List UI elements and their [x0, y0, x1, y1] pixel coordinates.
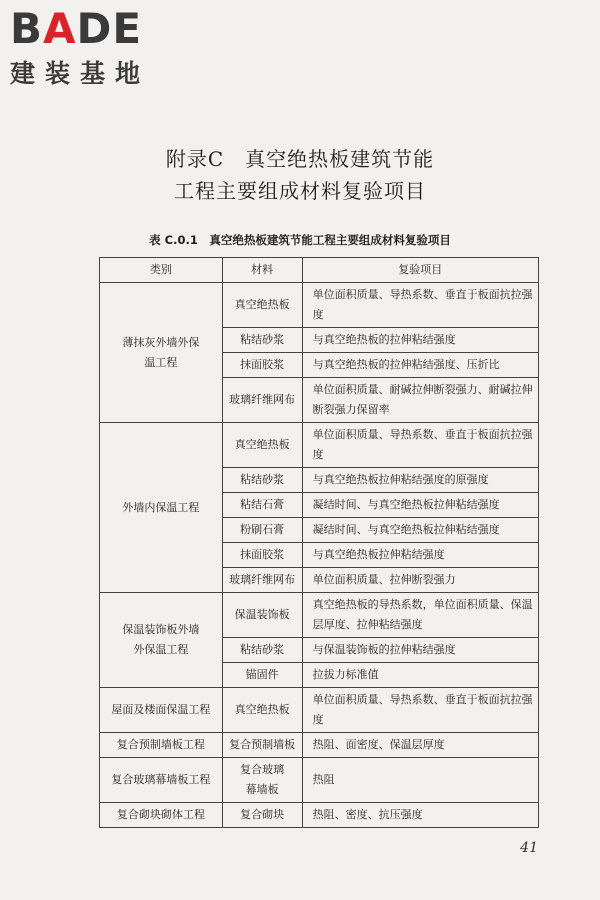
- material-cell: 粘结砂浆: [222, 328, 302, 353]
- items-cell: 单位面积质量、导热系数、垂直于板面抗拉强度: [302, 423, 538, 468]
- items-cell: 单位面积质量、拉伸断裂强力: [302, 568, 538, 593]
- table-caption: 表 C.0.1 真空绝热板建筑节能工程主要组成材料复验项目: [149, 233, 451, 247]
- items-cell: 单位面积质量、耐碱拉伸断裂强力、耐碱拉伸断裂强力保留率: [302, 378, 538, 423]
- items-cell: 与保温装饰板的拉伸粘结强度: [302, 638, 538, 663]
- category-cell: 保温装饰板外墙外保温工程: [100, 593, 223, 688]
- table-row: [100, 733, 539, 758]
- category-cell: 复合玻璃幕墙板工程: [100, 758, 223, 803]
- logo-brand: BADE: [10, 4, 143, 53]
- material-cell: 锚固件: [222, 663, 302, 688]
- material-cell: 真空绝热板: [222, 283, 302, 328]
- items-cell: 凝结时间、与真空绝热板拉伸粘结强度: [302, 518, 538, 543]
- material-cell: 抹面胶浆: [222, 353, 302, 378]
- category-cell: 复合预制墙板工程: [100, 733, 223, 758]
- items-cell: 凝结时间、与真空绝热板拉伸粘结强度: [302, 493, 538, 518]
- page-number: 41: [520, 840, 538, 856]
- table-row: [100, 593, 539, 638]
- material-cell: 真空绝热板: [222, 423, 302, 468]
- category-cell: 外墙内保温工程: [100, 423, 223, 593]
- appendix-title-line1: 附录C 真空绝热板建筑节能: [165, 147, 435, 171]
- items-cell: 热阻、面密度、保温层厚度: [302, 733, 538, 758]
- material-cell: 复合砌块: [222, 803, 302, 828]
- table-row: [100, 758, 539, 803]
- table-row: [100, 423, 539, 468]
- material-cell: 保温装饰板: [222, 593, 302, 638]
- items-cell: 与真空绝热板的拉伸粘结强度、压折比: [302, 353, 538, 378]
- table-row: [100, 688, 539, 733]
- items-cell: 单位面积质量、导热系数、垂直于板面抗拉强度: [302, 283, 538, 328]
- items-cell: 热阻、密度、抗压强度: [302, 803, 538, 828]
- category-cell: 薄抹灰外墙外保温工程: [100, 283, 223, 423]
- material-cell: 粉刷石膏: [222, 518, 302, 543]
- material-cell: 玻璃纤维网布: [222, 568, 302, 593]
- material-cell: 粘结砂浆: [222, 468, 302, 493]
- header-category: 类别: [100, 258, 223, 283]
- category-cell: 复合砌块砌体工程: [100, 803, 223, 828]
- category-cell: 屋面及楼面保温工程: [100, 688, 223, 733]
- items-cell: 拉拔力标准值: [302, 663, 538, 688]
- material-cell: 真空绝热板: [222, 688, 302, 733]
- items-cell: 与真空绝热板的拉伸粘结强度: [302, 328, 538, 353]
- table-row: [100, 283, 539, 328]
- materials-table: [99, 257, 539, 828]
- appendix-title-line2: 工程主要组成材料复验项目: [174, 179, 426, 203]
- logo-subtitle: 建装基地: [10, 59, 151, 88]
- material-cell: 抹面胶浆: [222, 543, 302, 568]
- material-cell: 复合玻璃幕墙板: [222, 758, 302, 803]
- table-row: [100, 803, 539, 828]
- items-cell: 真空绝热板的导热系数，单位面积质量、保温层厚度、拉伸粘结强度: [302, 593, 538, 638]
- items-cell: 与真空绝热板拉伸粘结强度的原强度: [302, 468, 538, 493]
- header-items: 复验项目: [302, 258, 538, 283]
- items-cell: 单位面积质量、导热系数、垂直于板面抗拉强度: [302, 688, 538, 733]
- table-body: [100, 283, 539, 828]
- items-cell: 热阻: [302, 758, 538, 803]
- material-cell: 复合预制墙板: [222, 733, 302, 758]
- header-material: 材料: [222, 258, 302, 283]
- bade-logo: [10, 6, 150, 90]
- material-cell: 粘结石膏: [222, 493, 302, 518]
- table-header-row: [100, 258, 539, 283]
- items-cell: 与真空绝热板拉伸粘结强度: [302, 543, 538, 568]
- material-cell: 粘结砂浆: [222, 638, 302, 663]
- material-cell: 玻璃纤维网布: [222, 378, 302, 423]
